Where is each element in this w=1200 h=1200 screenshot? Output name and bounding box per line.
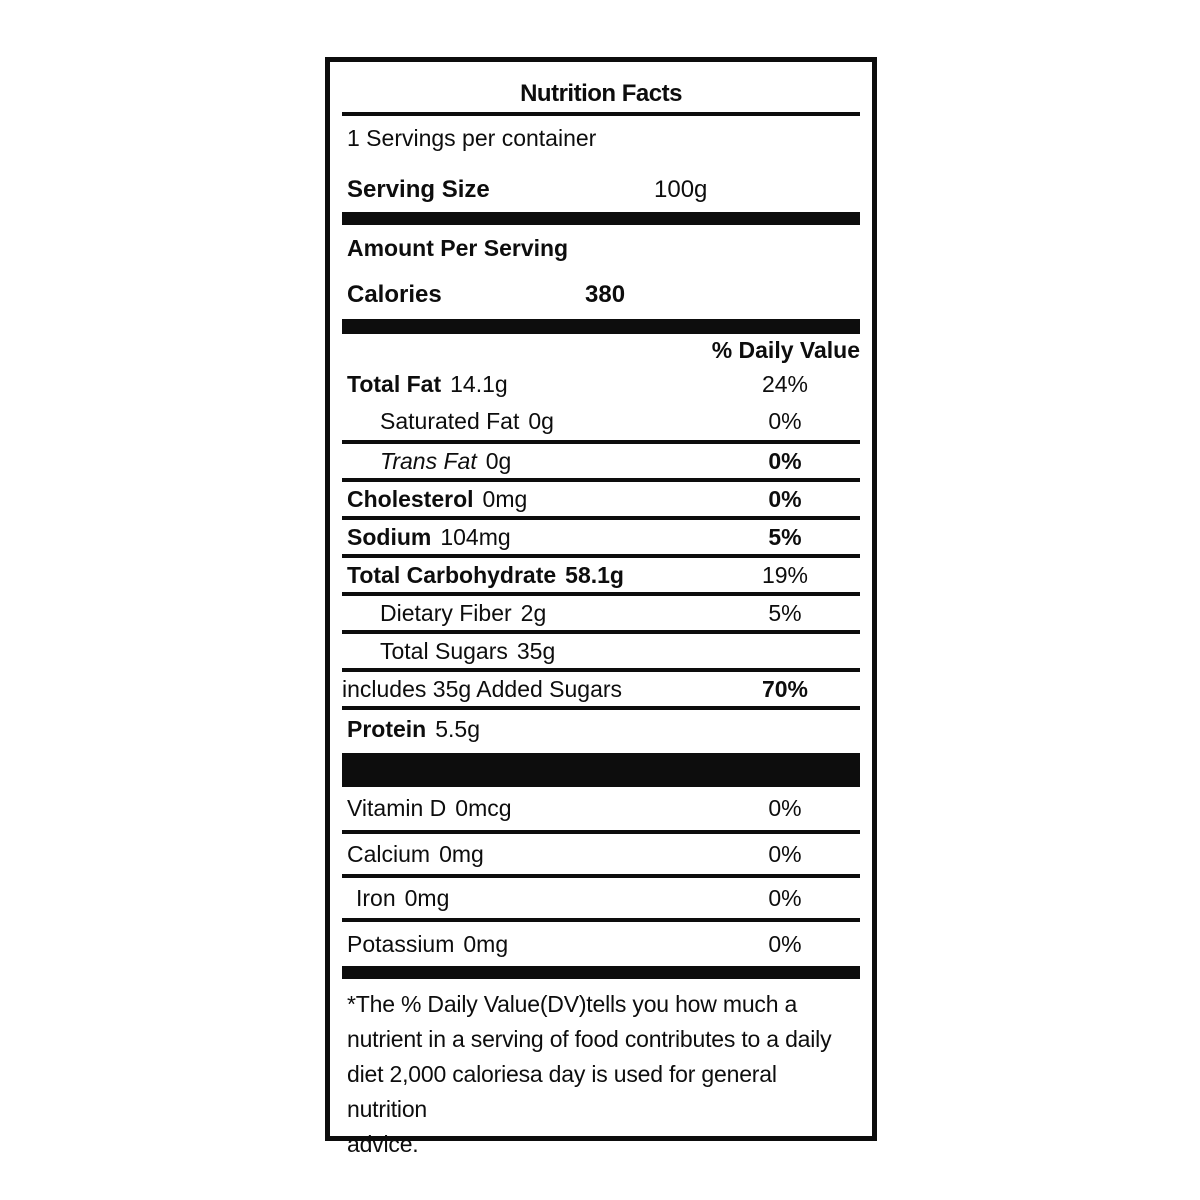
nutrient-label: Total Carbohydrate 58.1g (347, 561, 624, 588)
nutrition-facts-label (325, 57, 877, 1157)
nutrient-row-sodium (342, 520, 860, 554)
amount-per-serving-label: Amount Per Serving (347, 235, 569, 261)
daily-value: 0% (768, 930, 802, 957)
nutrient-row-iron (342, 878, 860, 918)
nutrient-label: Cholesterol 0mg (347, 485, 528, 512)
thick-divider (342, 966, 860, 979)
label-title: Nutrition Facts (520, 80, 682, 107)
nutrient-row-total-fat (342, 366, 860, 403)
nutrient-label: Saturated Fat 0g (380, 408, 554, 434)
footnote-line: *The % Daily Value(DV)tells you how much a (347, 991, 798, 1017)
nutrient-row-total-sugars (342, 634, 860, 668)
footnote-line: nutrient in a serving of food contributes to a daily (347, 1026, 832, 1052)
nutrient-row-saturated-fat (342, 403, 860, 440)
nutrient-row-trans-fat (342, 444, 860, 478)
daily-value: 5% (768, 599, 802, 626)
daily-value: 70% (761, 675, 809, 702)
calories-value: 380 (585, 281, 626, 308)
nutrient-row-total-carbohydrate (342, 558, 860, 592)
thick-divider (342, 753, 860, 787)
nutrient-label: Trans Fat 0g (380, 447, 512, 474)
nutrient-row-added-sugars (342, 672, 860, 706)
daily-value: 0% (768, 485, 802, 512)
thick-divider (342, 319, 860, 334)
daily-value: 0% (768, 447, 802, 474)
nutrient-label: Calcium 0mg (347, 840, 484, 867)
nutrient-row-dietary-fiber (342, 596, 860, 630)
daily-value: 0% (768, 884, 802, 911)
daily-value-footnote (342, 987, 860, 1162)
nutrient-label: Potassium 0mg (347, 930, 509, 957)
nutrient-row-cholesterol (342, 482, 860, 516)
nutrient-label: Protein 5.5g (347, 715, 480, 742)
daily-value: 24% (761, 371, 809, 397)
nutrient-label: Total Sugars 35g (380, 637, 556, 664)
calories-row (342, 271, 860, 319)
daily-value: 19% (761, 561, 809, 588)
daily-value: 5% (768, 523, 802, 550)
serving-size-value: 100g (654, 176, 708, 203)
nutrient-label: Sodium 104mg (347, 523, 511, 550)
daily-value: 0% (768, 795, 802, 821)
thick-divider (342, 212, 860, 225)
nutrient-row-vitamin-d (342, 787, 860, 830)
nutrient-row-potassium (342, 922, 860, 966)
nutrient-label: Vitamin D 0mcg (347, 795, 512, 821)
nutrient-label: Dietary Fiber 2g (380, 599, 547, 626)
footnote-line: diet 2,000 caloriesa day is used for general nutrition (347, 1061, 777, 1122)
nutrient-label: includes 35g Added Sugars (342, 675, 623, 702)
nutrient-label: Iron 0mg (356, 884, 450, 911)
daily-value: 0% (768, 408, 802, 434)
footnote-line: advice. (347, 1131, 419, 1157)
nutrient-row-protein (342, 710, 860, 748)
nutrient-row-calcium (342, 834, 860, 874)
nutrient-label: Total Fat 14.1g (347, 371, 508, 397)
servings-per-container: 1 Servings per container (347, 125, 597, 151)
daily-value-header: % Daily Value (711, 337, 860, 363)
serving-size-label: Serving Size (347, 176, 490, 203)
serving-size-row (342, 160, 860, 212)
daily-value: 0% (768, 840, 802, 867)
calories-label: Calories (347, 281, 442, 308)
